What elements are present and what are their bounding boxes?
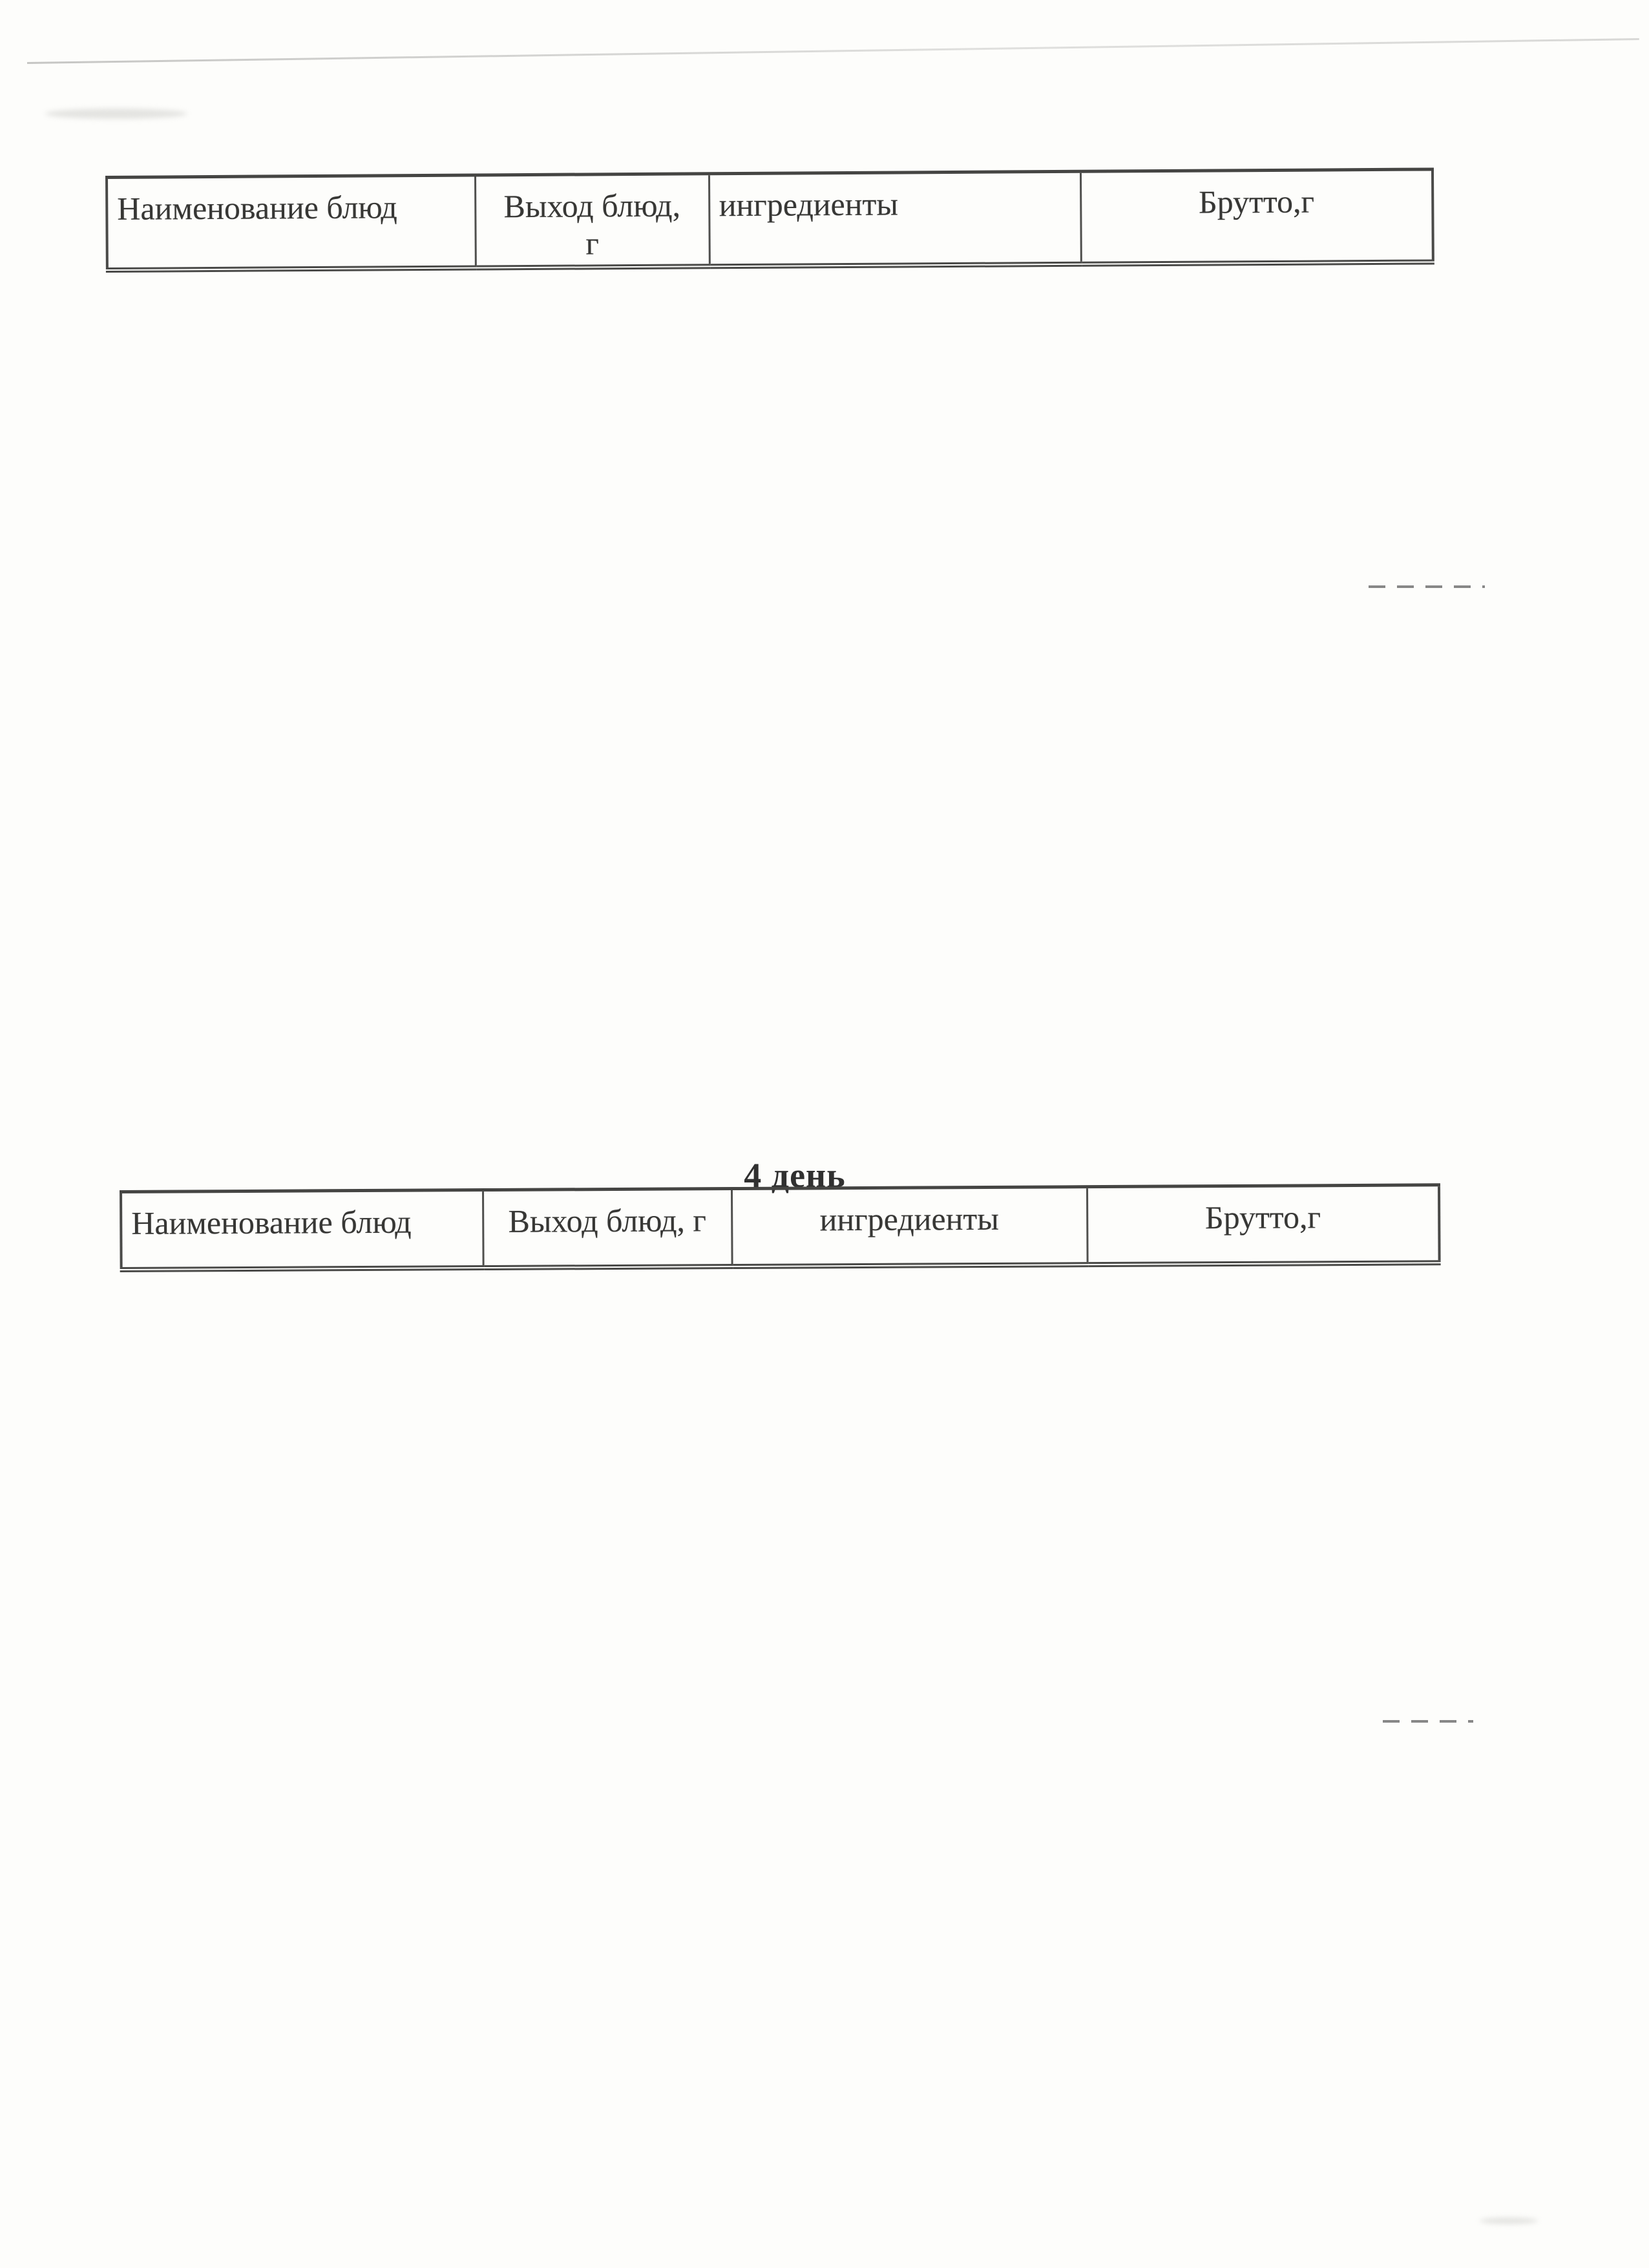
header-brutto-label: Брутто,г — [1080, 169, 1433, 264]
scan-artifact-dashes — [1383, 1720, 1473, 1723]
menu-table-2 — [120, 1183, 1441, 1272]
header-output-label: Выход блюд, г — [475, 174, 709, 268]
header-ingredient-label: ингредиенты — [731, 1187, 1087, 1266]
header-ingredient-label: ингредиенты — [709, 171, 1081, 266]
day-title: 4 день — [744, 1156, 846, 1195]
header-row — [107, 169, 1433, 270]
scan-artifact-dashes — [1369, 585, 1485, 588]
header-row — [121, 1185, 1440, 1270]
header-brutto-label: Брутто,г — [1087, 1185, 1440, 1265]
header-dish-label: Наименование блюд — [107, 175, 476, 270]
menu-table-1 — [105, 167, 1434, 273]
header-dish-label: Наименование блюд — [121, 1190, 483, 1270]
scan-smudge — [45, 109, 187, 119]
header-output-label: Выход блюд, г — [483, 1189, 732, 1268]
scan-smudge — [1480, 2218, 1538, 2224]
scan-artifact-line — [27, 38, 1639, 64]
